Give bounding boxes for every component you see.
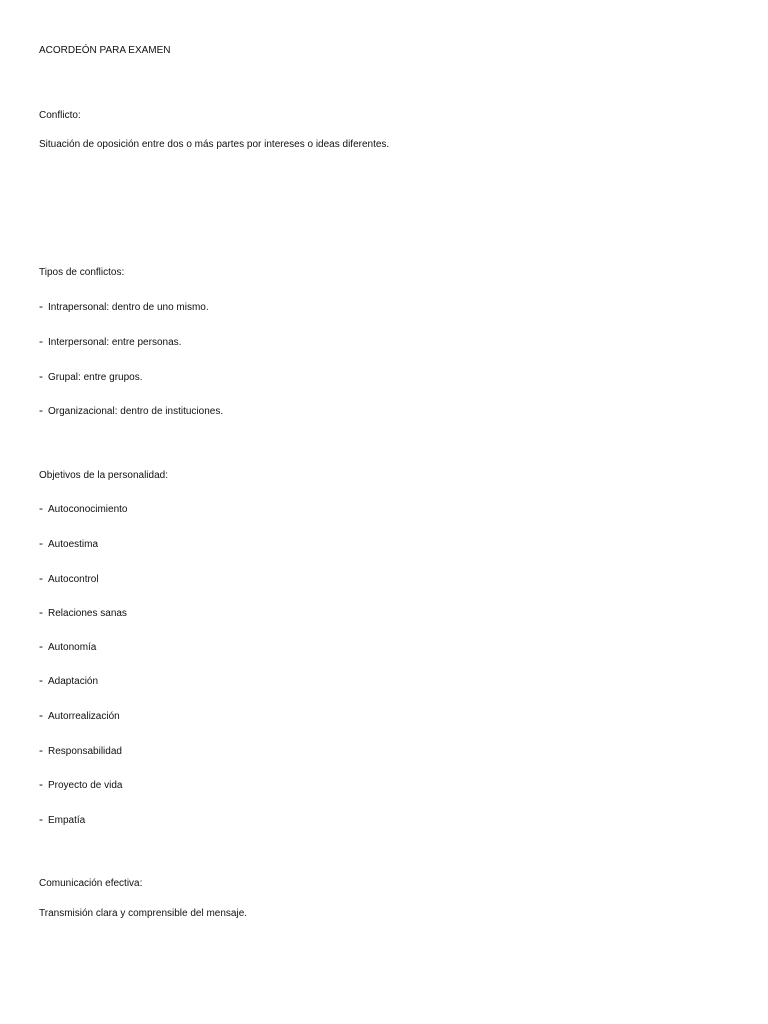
- list-item: [39, 778, 123, 792]
- list-item: [39, 537, 98, 551]
- list-item-text: Autoestima: [48, 539, 99, 550]
- list-item-text: Organizacional: dentro de instituciones.: [48, 406, 224, 417]
- list-item: [39, 744, 122, 758]
- list-item: [39, 370, 143, 384]
- list-item-text: Empatía: [48, 815, 86, 826]
- list-item-text: Proyecto de vida: [48, 780, 123, 791]
- bullet-dash: -: [39, 299, 43, 313]
- bullet-dash: -: [39, 605, 43, 619]
- tipos-heading: Tipos de conflictos:: [39, 267, 125, 278]
- list-item-text: Relaciones sanas: [48, 608, 127, 619]
- bullet-dash: -: [39, 708, 43, 722]
- list-item: [39, 572, 99, 586]
- document-title: ACORDEÓN PARA EXAMEN: [39, 45, 171, 56]
- bullet-dash: -: [39, 571, 43, 585]
- list-item-text: Autocontrol: [48, 574, 99, 585]
- bullet-dash: -: [39, 501, 43, 515]
- conflicto-definition: Situación de oposición entre dos o más partes por intereses o ideas diferentes.: [39, 139, 390, 150]
- conflicto-heading: Conflicto:: [39, 110, 81, 121]
- bullet-dash: -: [39, 673, 43, 687]
- list-item-text: Autorrealización: [48, 711, 120, 722]
- list-item-text: Adaptación: [48, 676, 99, 687]
- objetivos-heading: Objetivos de la personalidad:: [39, 470, 168, 481]
- list-item: [39, 640, 96, 654]
- comunicacion-definition: Transmisión clara y comprensible del mensaje.: [39, 908, 248, 919]
- list-item-text: Autonomía: [48, 642, 97, 653]
- list-item: [39, 502, 128, 516]
- bullet-dash: -: [39, 536, 43, 550]
- list-item: [39, 335, 181, 349]
- bullet-dash: -: [39, 743, 43, 757]
- list-item: [39, 813, 85, 827]
- list-item-text: Grupal: entre grupos.: [48, 372, 143, 383]
- bullet-dash: -: [39, 639, 43, 653]
- list-item: [39, 709, 120, 723]
- bullet-dash: -: [39, 403, 43, 417]
- comunicacion-heading: Comunicación efectiva:: [39, 878, 143, 889]
- bullet-dash: -: [39, 369, 43, 383]
- list-item-text: Responsabilidad: [48, 746, 122, 757]
- list-item-text: Intrapersonal: dentro de uno mismo.: [48, 302, 209, 313]
- list-item: [39, 404, 223, 418]
- list-item-text: Interpersonal: entre personas.: [48, 337, 182, 348]
- list-item: [39, 300, 209, 314]
- list-item: [39, 606, 127, 620]
- bullet-dash: -: [39, 777, 43, 791]
- list-item: [39, 674, 98, 688]
- bullet-dash: -: [39, 812, 43, 826]
- list-item-text: Autoconocimiento: [48, 504, 128, 515]
- bullet-dash: -: [39, 334, 43, 348]
